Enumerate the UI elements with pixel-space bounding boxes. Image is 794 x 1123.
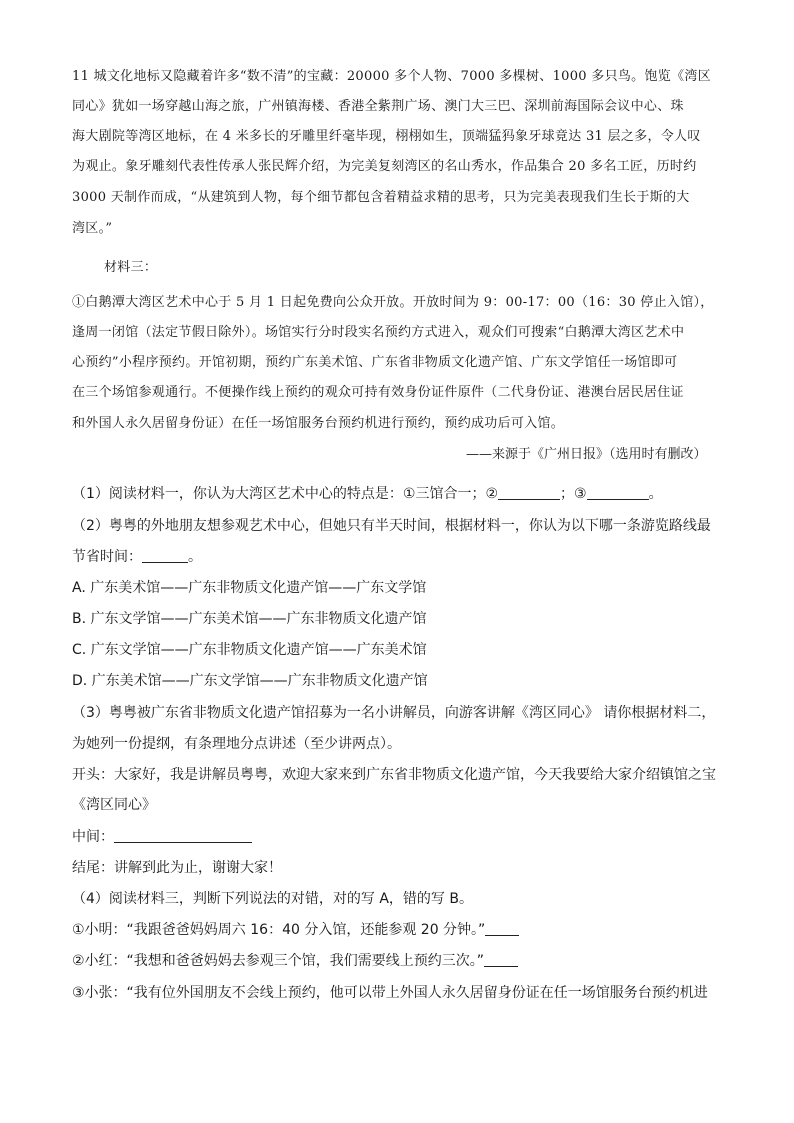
option-a: A. 广东美术馆——广东非物质文化遗产馆——广东文学馆 <box>72 580 427 596</box>
option-b: B. 广东文学馆——广东美术馆——广东非物质文化遗产馆 <box>72 611 427 627</box>
answer-blank[interactable] <box>114 828 252 843</box>
answer-blank[interactable] <box>485 921 519 936</box>
source-citation: ——来源于《广州日报》（选用时有删改） <box>466 447 707 462</box>
option-c: C. 广东文学馆——广东非物质文化遗产馆——广东美术馆 <box>72 642 427 658</box>
answer-blank[interactable] <box>142 548 188 563</box>
option-d: D. 广东美术馆——广东文学馆——广东非物质文化遗产馆 <box>72 673 428 689</box>
material2-line: 为观止。象牙雕刻代表性传承人张民辉介绍，为完美复刻湾区的名山秀水，作品集合 20 多名工匠，历时约 <box>72 159 697 174</box>
answer-blank[interactable] <box>484 952 518 967</box>
material2-line: 3000 天制作而成，“从建筑到人物，每个细节都包含着精益求精的思考，只为完美表现我们生长于斯的大 <box>72 190 690 205</box>
question-4-item <box>72 952 732 970</box>
question-2-line: （2）粤粤的外地朋友想参观艺术中心，但她只有半天时间，根据材料一，你认为以下哪一条游览路线最 <box>72 518 711 534</box>
question-4-item-text: ②小红：“我想和爸爸妈妈去参观三个馆，我们需要线上预约三次。” <box>72 953 485 969</box>
question-1-end: 。 <box>648 486 663 502</box>
material2-line: 11 城文化地标又隐藏着许多“数不清”的宝藏：20000 多个人物、7000 多棵树、1000 多只鸟。饱览《湾区 <box>72 69 711 84</box>
answer-blank[interactable] <box>587 485 649 500</box>
answer-blank[interactable] <box>498 485 560 500</box>
material2-line: 湾区。” <box>72 221 113 236</box>
question-2-answer-line <box>72 548 732 566</box>
question-4-item <box>72 921 732 939</box>
outline-middle <box>72 828 732 846</box>
question-3-line: 为她列一份提纲，有条理地分点讲述（至少讲两点）。 <box>72 736 401 752</box>
question-2-suffix: 。 <box>188 549 202 565</box>
material3-line: 在三个场馆参观通行。不便操作线上预约的观众可持有效身份证件原件（二代身份证、港澳台居民居住证 <box>72 385 684 400</box>
material2-line: 海大剧院等湾区地标，在 4 米多长的牙雕里纤毫毕现，栩栩如生，顶端猛犸象牙球竟达 31 层之多，令人叹 <box>72 129 701 144</box>
question-4-item: ③小张：“我有位外国朋友不会线上预约，他可以带上外国人永久居留身份证在任一场馆服务台预约机进 <box>72 985 708 1001</box>
question-2-prefix: 节省时间： <box>72 549 142 565</box>
outline-middle-label: 中间： <box>72 829 114 845</box>
material2-line: 同心》犹如一场穿越山海之旅，广州镇海楼、香港全紫荆广场、澳门大三巴、深圳前海国际会议中心、珠 <box>72 99 684 114</box>
material3-line: 和外国人永久居留身份证）在任一场馆服务台预约机进行预约，预约成功后可入馆。 <box>72 416 565 431</box>
question-1-text: （1）阅读材料一，你认为大湾区艺术中心的特点是：①三馆合一；② <box>72 486 499 502</box>
question-4-intro: （4）阅读材料三，判断下列说法的对错，对的写 A，错的写 B。 <box>72 891 473 907</box>
outline-opening: 开头：大家好，我是讲解员粤粤，欢迎大家来到广东省非物质文化遗产馆，今天我要给大家介绍镇馆之宝 <box>72 767 716 783</box>
question-1 <box>72 485 732 503</box>
outline-ending: 结尾：讲解到此为止，谢谢大家！ <box>72 860 282 876</box>
material3-line: 逢周一闭馆（法定节假日除外）。场馆实行分时段实名预约方式进入，观众们可搜索“白鹅潭大湾区艺术中 <box>72 325 685 340</box>
question-1-separator: ；③ <box>560 486 587 502</box>
material3-heading: 材料三： <box>104 260 158 275</box>
outline-opening-title: 《湾区同心》 <box>72 797 156 813</box>
material3-line: 心预约”小程序预约。开馆初期，预约广东美术馆、广东省非物质文化遗产馆、广东文学馆任一场馆即可 <box>72 355 678 370</box>
material3-line: ①白鹅潭大湾区艺术中心于 5 月 1 日起免费向公众开放。开放时间为 9：00-17：00（16：30 停止入馆）， <box>72 295 714 310</box>
question-3-line: （3）粤粤被广东省非物质文化遗产馆招募为一名小讲解员，向游客讲解《湾区同心》 请你根据材料二， <box>72 705 716 721</box>
question-4-item-text: ①小明：“我跟爸爸妈妈周六 16：40 分入馆，还能参观 20 分钟。” <box>72 922 486 938</box>
